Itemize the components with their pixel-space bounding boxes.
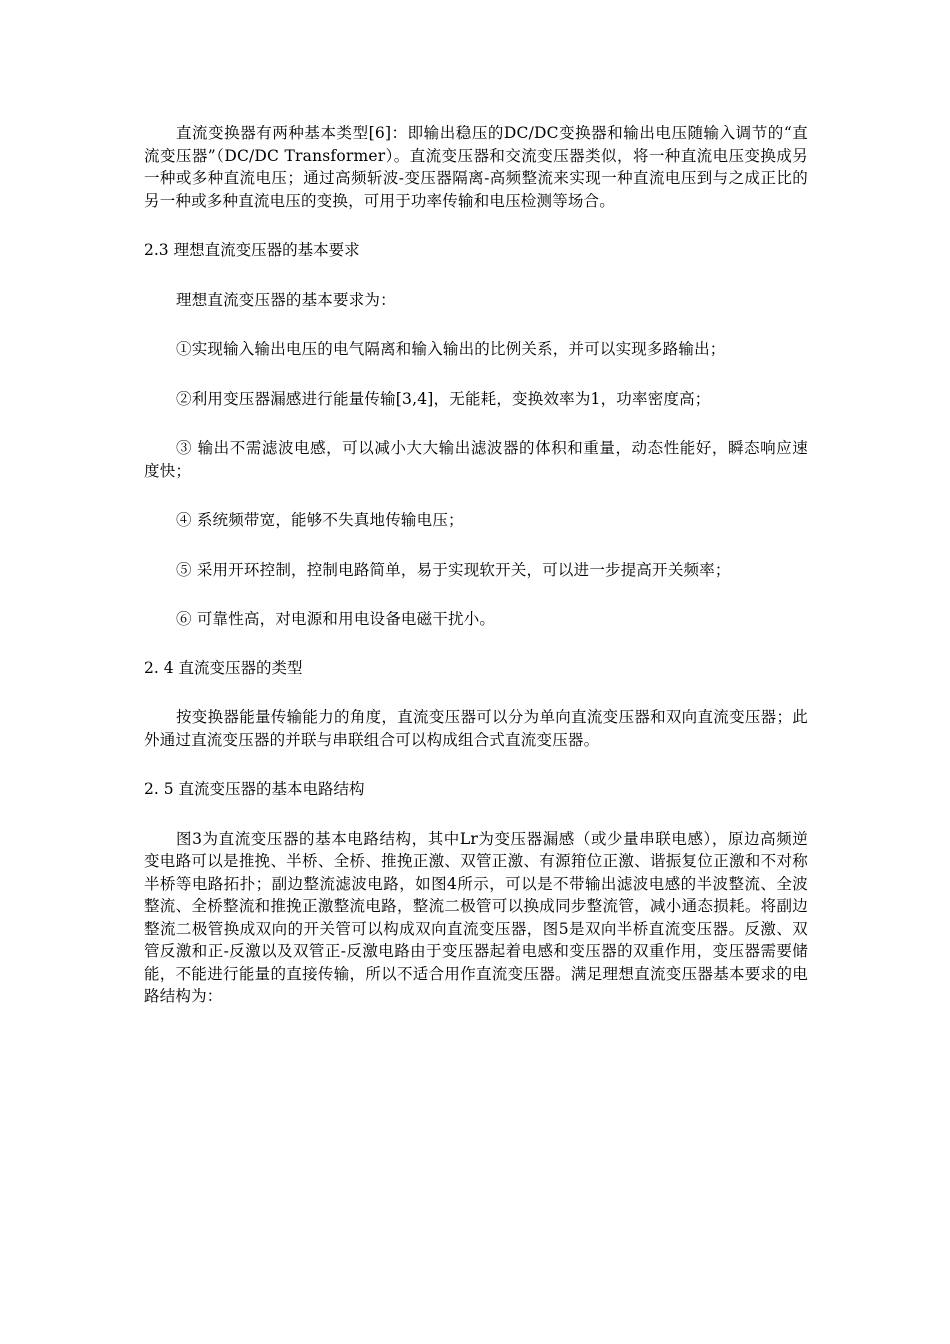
requirement-1: ①实现输入输出电压的电气隔离和输入输出的比例关系，并可以实现多路输出； [176,340,726,358]
document-page [144,122,808,1008]
section-2-4-heading: 2. 4 直流变压器的类型 [144,658,303,677]
requirement-2: ②利用变压器漏感进行能量传输[3,4]，无能耗，变换效率为1，功率密度高； [176,389,711,408]
section-2-5-heading: 2. 5 直流变压器的基本电路结构 [144,780,365,798]
requirement-5: ⑤ 采用开环控制，控制电路简单，易于实现软开关，可以进一步提高开关频率； [176,560,731,579]
requirement-6: ⑥ 可靠性高，对电源和用电设备电磁干扰小。 [176,610,496,628]
requirement-4: ④ 系统频带宽，能够不失真地传输电压； [176,511,464,529]
intro-paragraph: 直流变换器有两种基本类型[6]：即输出稳压的DC/DC变换器和输出电压随输入调节的“直流变压器”（DC/DC Transformer）。直流变压器和交流变压器类似，将一种直流电压变换成另一种或多种直流电压；通过高频斩波-变压器隔离-高频整流来实现一种直流电压到与之成正比的另一种或多种直流电压的变换，可用于功率传输和电压检测等场合。 [144,124,808,210]
section-2-3-heading: 2.3 理想直流变压器的基本要求 [144,241,360,259]
requirement-3: ③ 输出不需滤波电感，可以减小大大输出滤波器的体积和重量，动态性能好，瞬态响应速度快； [144,439,808,480]
requirements-lead: 理想直流变压器的基本要求为： [176,290,396,309]
section-2-4-body: 按变换器能量传输能力的角度，直流变压器可以分为单向直流变压器和双向直流变压器；此外通过直流变压器的并联与串联组合可以构成组合式直流变压器。 [144,708,808,749]
section-2-5-body: 图3为直流变压器的基本电路结构，其中Lr为变压器漏感（或少量串联电感），原边高频逆变电路可以是推挽、半桥、全桥、推挽正激、双管正激、有源箝位正激、谐振复位正激和不对称半桥等电路拓扑；副边整流滤波电路，如图4所示，可以是不带输出滤波电感的半波整流、全波整流、全桥整流和推挽正激整流电路，整流二极管可以换成同步整流管，减小通态损耗。将副边整流二极管换成双向的开关管可以构成双向直流变压器，图5是双向半桥直流变压器。反激、双管反激和正-反激以及双管正-反激电路由于变压器起着电感和变压器的双重作用，变压器需要储能，不能进行能量的直接传输，所以不适合用作直流变压器。满足理想直流变压器基本要求的电路结构为： [144,829,808,1005]
